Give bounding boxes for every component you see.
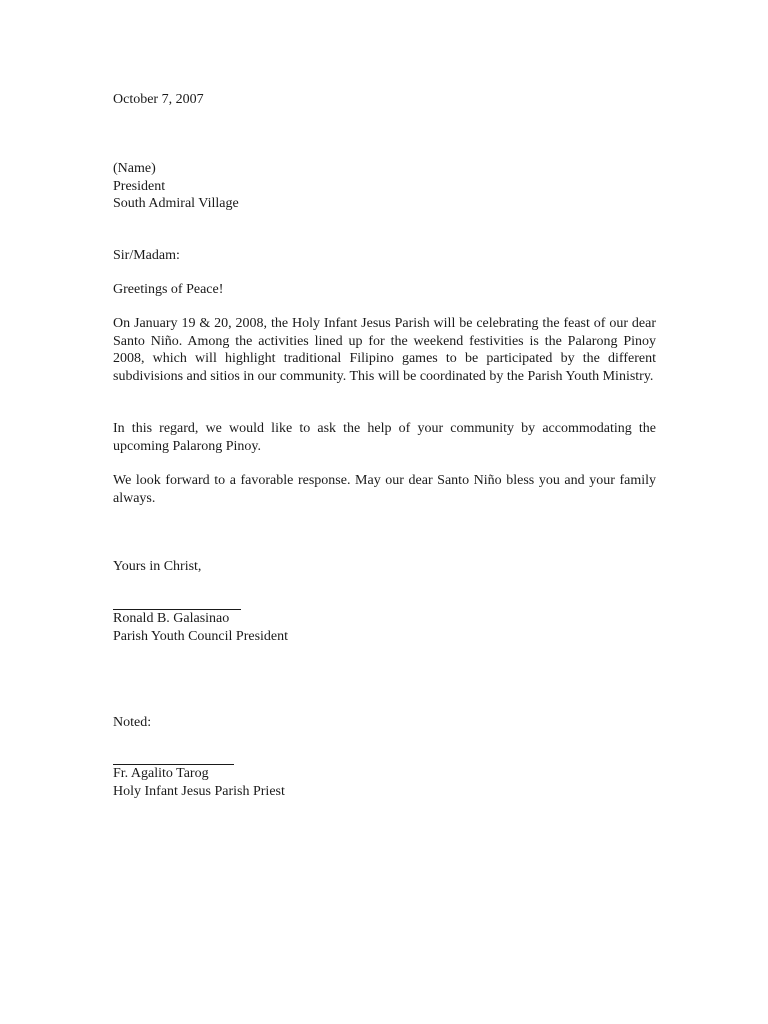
recipient-block [113, 160, 239, 213]
signatory-name: Ronald B. Galasinao [113, 611, 230, 626]
recipient-name: (Name) [113, 161, 156, 176]
body-paragraph-1: On January 19 & 20, 2008, the Holy Infant Jesus Parish will be celebrating the feast of our dear Santo Niño. Among the activities lined up for the weekend festivities is the Palarong Pinoy 2008, which will highlight traditional Filipino games to be participated by the different subdivisions and sitios in our community. This will be coordinated by the Parish Youth Ministry. [113, 316, 656, 384]
recipient-title: President [113, 178, 166, 194]
signatory-block [113, 592, 288, 645]
signatory-title: Parish Youth Council President [113, 628, 289, 644]
noted-label [113, 714, 151, 732]
closing [113, 558, 201, 576]
greeting [113, 281, 223, 299]
noted-by-title: Holy Infant Jesus Parish Priest [113, 783, 285, 799]
signature-line [113, 592, 241, 610]
greeting-text: Greetings of Peace! [113, 282, 224, 297]
closing-text: Yours in Christ, [113, 559, 202, 574]
body-paragraph-3: We look forward to a favorable response. May our dear Santo Niño bless you and your family always. [113, 473, 656, 506]
noted-label-text: Noted: [113, 715, 152, 730]
noted-signature-line [113, 747, 234, 765]
salutation-text: Sir/Madam: [113, 248, 180, 263]
letter-date [113, 91, 204, 109]
date-text: October 7, 2007 [113, 92, 204, 107]
noted-by-name: Fr. Agalito Tarog [113, 766, 209, 781]
body-paragraph-2: In this regard, we would like to ask the help of your community by accommodating the upcoming Palarong Pinoy. [113, 421, 656, 454]
recipient-organization: South Admiral Village [113, 196, 239, 211]
salutation [113, 247, 180, 265]
noted-by-block [113, 747, 285, 800]
